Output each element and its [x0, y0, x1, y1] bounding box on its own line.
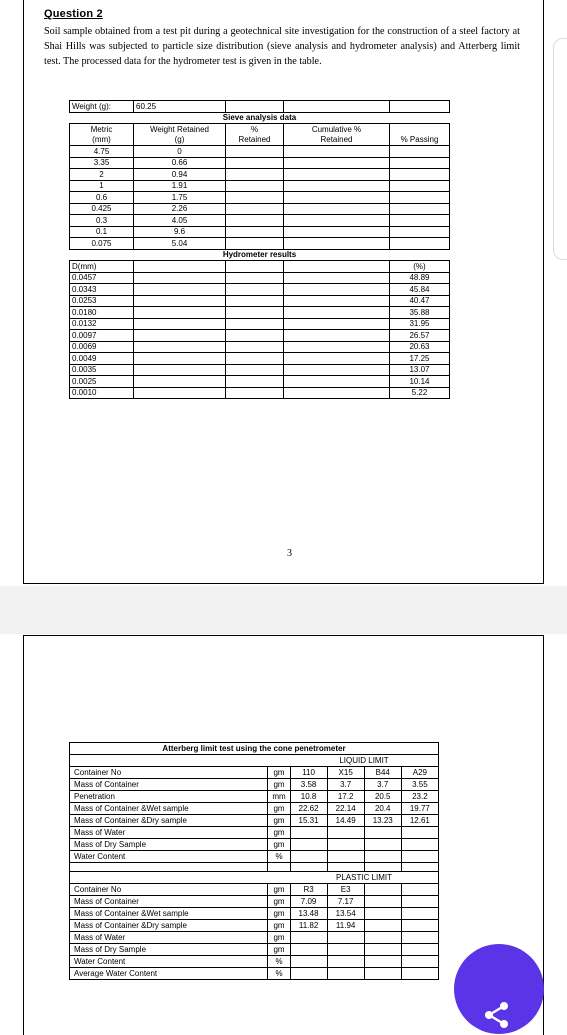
sieve-row: [70, 203, 450, 215]
plastic-row: [70, 920, 439, 932]
column-header: Weight Retained: [134, 124, 226, 135]
row-unit: gm: [268, 767, 290, 779]
value-cell: [364, 956, 401, 968]
table-cell: [226, 192, 284, 204]
table-cell: [390, 101, 450, 113]
row-unit: gm: [268, 827, 290, 839]
row-label: Mass of Water: [70, 932, 268, 944]
row-label: Mass of Dry Sample: [70, 839, 268, 851]
sieve-row: [70, 215, 450, 227]
row-label: Mass of Container &Dry sample: [70, 920, 268, 932]
value-cell: [364, 920, 401, 932]
row-label: Container No: [70, 767, 268, 779]
row-unit: %: [268, 851, 290, 863]
value-cell: [401, 944, 438, 956]
value-cell: 23.2: [401, 791, 438, 803]
table-cell: [134, 318, 226, 330]
table-cell: [268, 863, 290, 872]
value-cell: [401, 968, 438, 980]
table-cell: [226, 238, 284, 250]
sieve-size: 0.3: [70, 215, 134, 227]
hydrometer-row: [70, 284, 450, 296]
table-cell: [390, 124, 450, 135]
value-cell: [401, 932, 438, 944]
value-cell: [290, 827, 327, 839]
value-cell: [364, 884, 401, 896]
liquid-limit-heading: LIQUID LIMIT: [290, 755, 438, 767]
hydrometer-header-row: [70, 261, 450, 273]
sieve-size: 0.1: [70, 226, 134, 238]
value-cell: 7.17: [327, 896, 364, 908]
hydrometer-row: [70, 272, 450, 284]
column-header: Cumulative %: [284, 124, 390, 135]
value-cell: 3.55: [401, 779, 438, 791]
page-number: 3: [287, 548, 292, 559]
value-cell: [364, 908, 401, 920]
table-cell: [284, 307, 390, 319]
value-cell: [401, 839, 438, 851]
hydrometer-row: [70, 341, 450, 353]
value-cell: R3: [290, 884, 327, 896]
row-unit: gm: [268, 944, 290, 956]
hydrometer-row: [70, 376, 450, 388]
spacer-row: [70, 863, 439, 872]
row-label: Mass of Container &Wet sample: [70, 908, 268, 920]
hydrometer-section-title: Hydrometer results: [70, 249, 450, 261]
value-cell: 14.49: [327, 815, 364, 827]
value-cell: 22.62: [290, 803, 327, 815]
table-cell: [284, 192, 390, 204]
table-cell: [134, 295, 226, 307]
table-cell: [134, 330, 226, 342]
sieve-row: [70, 180, 450, 192]
weight-retained: 4.05: [134, 215, 226, 227]
percent-finer: 5.22: [390, 387, 450, 399]
liquid-row: [70, 815, 439, 827]
sieve-row: [70, 192, 450, 204]
value-cell: 3.7: [327, 779, 364, 791]
sieve-size: 1: [70, 180, 134, 192]
percent-finer: 35.88: [390, 307, 450, 319]
percent-finer: 40.47: [390, 295, 450, 307]
value-cell: [364, 839, 401, 851]
value-cell: [364, 896, 401, 908]
row-label: Mass of Container &Dry sample: [70, 815, 268, 827]
table-cell: [284, 180, 390, 192]
table-cell: [290, 863, 327, 872]
plastic-row: [70, 884, 439, 896]
table-cell: [390, 226, 450, 238]
atterberg-title-row: [70, 743, 439, 755]
particle-diameter: 0.0069: [70, 341, 134, 353]
row-unit: gm: [268, 815, 290, 827]
value-cell: [327, 968, 364, 980]
value-cell: 15.31: [290, 815, 327, 827]
weight-retained: 0: [134, 146, 226, 158]
row-unit: gm: [268, 908, 290, 920]
value-cell: [401, 956, 438, 968]
row-label: Average Water Content: [70, 968, 268, 980]
question-text: Soil sample obtained from a test pit during a geotechnical site investigation for the construction of a steel factory at Shai Hills was subjected to particle size distribution (sieve analysis and hydrometer analysis) and Atterberg limit test. The processed data for the hydrometer test is given in the table.: [44, 26, 520, 67]
row-label: Container No: [70, 884, 268, 896]
value-cell: 7.09: [290, 896, 327, 908]
table-cell: [226, 169, 284, 181]
weight-retained: 0.94: [134, 169, 226, 181]
value-cell: [290, 968, 327, 980]
table-cell: [284, 215, 390, 227]
value-cell: [401, 884, 438, 896]
hydrometer-row: [70, 387, 450, 399]
liquid-row: [70, 839, 439, 851]
row-label: Mass of Container: [70, 896, 268, 908]
table-cell: [70, 755, 268, 767]
column-header: (%): [390, 261, 450, 273]
value-cell: [290, 851, 327, 863]
share-icon: [482, 1000, 512, 1030]
table-cell: [390, 169, 450, 181]
column-header: Retained: [226, 135, 284, 146]
liquid-row: [70, 779, 439, 791]
table-cell: [364, 863, 401, 872]
table-cell: [226, 364, 284, 376]
particle-diameter: 0.0097: [70, 330, 134, 342]
table-cell: [390, 215, 450, 227]
row-label: Water Content: [70, 851, 268, 863]
particle-diameter: 0.0025: [70, 376, 134, 388]
row-label: Water Content: [70, 956, 268, 968]
percent-finer: 45.84: [390, 284, 450, 296]
table-cell: [390, 192, 450, 204]
liquid-row: [70, 767, 439, 779]
row-unit: gm: [268, 920, 290, 932]
table-cell: [134, 307, 226, 319]
sieve-size: 2: [70, 169, 134, 181]
weight-row: [70, 101, 450, 113]
hydrometer-row: [70, 295, 450, 307]
table-cell: [226, 261, 284, 273]
value-cell: 12.61: [401, 815, 438, 827]
row-label: Penetration: [70, 791, 268, 803]
row-label: Mass of Container &Wet sample: [70, 803, 268, 815]
table-cell: [226, 318, 284, 330]
table-cell: [134, 364, 226, 376]
particle-diameter: 0.0132: [70, 318, 134, 330]
table-cell: [226, 307, 284, 319]
table-cell: [284, 146, 390, 158]
weight-label: Weight (g):: [70, 101, 134, 113]
table-cell: [284, 101, 390, 113]
value-cell: 13.54: [327, 908, 364, 920]
plastic-row: [70, 956, 439, 968]
table-cell: [226, 341, 284, 353]
row-label: Mass of Water: [70, 827, 268, 839]
atterberg-title: Atterberg limit test using the cone penetrometer: [70, 743, 439, 755]
plastic-row: [70, 944, 439, 956]
value-cell: 17.2: [327, 791, 364, 803]
particle-diameter: 0.0343: [70, 284, 134, 296]
particle-diameter: 0.0457: [70, 272, 134, 284]
table-cell: [226, 387, 284, 399]
particle-diameter: 0.0049: [70, 353, 134, 365]
table-cell: [284, 364, 390, 376]
value-cell: [364, 968, 401, 980]
value-cell: 110: [290, 767, 327, 779]
table-cell: [226, 146, 284, 158]
value-cell: [327, 932, 364, 944]
table-cell: [226, 330, 284, 342]
liquid-row: [70, 791, 439, 803]
page-gap: [0, 586, 567, 634]
particle-diameter: 0.0010: [70, 387, 134, 399]
side-panel-edge[interactable]: [553, 38, 567, 260]
column-header: % Passing: [390, 135, 450, 146]
value-cell: [364, 851, 401, 863]
weight-retained: 2.26: [134, 203, 226, 215]
table-cell: [226, 295, 284, 307]
table-cell: [226, 101, 284, 113]
value-cell: B44: [364, 767, 401, 779]
value-cell: [364, 944, 401, 956]
value-cell: [364, 932, 401, 944]
row-label: Mass of Container: [70, 779, 268, 791]
liquid-row: [70, 803, 439, 815]
particle-diameter: 0.0180: [70, 307, 134, 319]
table-cell: [284, 330, 390, 342]
value-cell: [364, 827, 401, 839]
column-header: (mm): [70, 135, 134, 146]
table-cell: [327, 863, 364, 872]
sieve-size: 0.425: [70, 203, 134, 215]
value-cell: [290, 932, 327, 944]
hydrometer-row: [70, 364, 450, 376]
percent-finer: 10.14: [390, 376, 450, 388]
plastic-row: [70, 896, 439, 908]
table-cell: [284, 284, 390, 296]
row-label: Mass of Dry Sample: [70, 944, 268, 956]
value-cell: 19.77: [401, 803, 438, 815]
hydrometer-row: [70, 307, 450, 319]
value-cell: X15: [327, 767, 364, 779]
weight-retained: 0.66: [134, 157, 226, 169]
table-cell: [268, 872, 290, 884]
row-unit: gm: [268, 884, 290, 896]
row-unit: gm: [268, 932, 290, 944]
value-cell: 20.5: [364, 791, 401, 803]
table-cell: [401, 863, 438, 872]
sieve-section-title: Sieve analysis data: [222, 113, 297, 123]
table-cell: [70, 863, 268, 872]
percent-finer: 13.07: [390, 364, 450, 376]
sieve-size: 0.6: [70, 192, 134, 204]
value-cell: 3.58: [290, 779, 327, 791]
plastic-row: [70, 932, 439, 944]
value-cell: 20.4: [364, 803, 401, 815]
row-unit: mm: [268, 791, 290, 803]
column-header: Metric: [70, 124, 134, 135]
sieve-row: [70, 226, 450, 238]
table-cell: [134, 261, 226, 273]
table-cell: [284, 238, 390, 250]
column-header: Retained: [284, 135, 390, 146]
row-unit: %: [268, 956, 290, 968]
table-cell: [284, 341, 390, 353]
table-cell: [284, 226, 390, 238]
table-cell: [284, 169, 390, 181]
row-unit: gm: [268, 779, 290, 791]
column-header: (g): [134, 135, 226, 146]
sieve-header-row-2: [70, 135, 450, 146]
sieve-row: [70, 146, 450, 158]
sieve-row: [70, 238, 450, 250]
table-cell: [70, 872, 268, 884]
table-cell: [226, 215, 284, 227]
value-cell: [401, 851, 438, 863]
share-button[interactable]: [454, 944, 544, 1034]
percent-finer: 17.25: [390, 353, 450, 365]
hydrometer-row: [70, 330, 450, 342]
table-cell: [226, 272, 284, 284]
table-cell: [390, 146, 450, 158]
table-cell: [134, 387, 226, 399]
column-header: D(mm): [70, 261, 134, 273]
value-cell: A29: [401, 767, 438, 779]
table-cell: [284, 261, 390, 273]
value-cell: [290, 944, 327, 956]
table-cell: [284, 387, 390, 399]
percent-finer: 48.89: [390, 272, 450, 284]
value-cell: [401, 920, 438, 932]
value-cell: 13.48: [290, 908, 327, 920]
liquid-row: [70, 851, 439, 863]
table-cell: [226, 180, 284, 192]
atterberg-table: [69, 742, 439, 980]
particle-diameter: 0.0035: [70, 364, 134, 376]
plastic-limit-heading: PLASTIC LIMIT: [290, 872, 438, 884]
table-cell: [226, 157, 284, 169]
table-cell: [226, 353, 284, 365]
sieve-row: [70, 157, 450, 169]
table-cell: [390, 180, 450, 192]
liquid-heading-row: [70, 755, 439, 767]
table-cell: [226, 226, 284, 238]
value-cell: 13.23: [364, 815, 401, 827]
weight-retained: 1.91: [134, 180, 226, 192]
sieve-size: 4.75: [70, 146, 134, 158]
table-cell: [284, 272, 390, 284]
weight-value: 60.25: [134, 101, 226, 113]
table-cell: [284, 295, 390, 307]
question-title: Question 2: [44, 8, 103, 20]
value-cell: [401, 896, 438, 908]
sieve-size: 3.35: [70, 157, 134, 169]
weight-retained: 9.6: [134, 226, 226, 238]
table-cell: [284, 157, 390, 169]
value-cell: [290, 956, 327, 968]
value-cell: E3: [327, 884, 364, 896]
liquid-row: [70, 827, 439, 839]
row-unit: gm: [268, 803, 290, 815]
table-cell: [284, 353, 390, 365]
value-cell: [327, 839, 364, 851]
hydrometer-row: [70, 353, 450, 365]
value-cell: 3.7: [364, 779, 401, 791]
value-cell: [327, 956, 364, 968]
weight-retained: 5.04: [134, 238, 226, 250]
value-cell: [290, 839, 327, 851]
sieve-size: 0.075: [70, 238, 134, 250]
value-cell: [327, 851, 364, 863]
row-unit: gm: [268, 839, 290, 851]
column-header: %: [226, 124, 284, 135]
plastic-row: [70, 908, 439, 920]
hydrometer-row: [70, 318, 450, 330]
value-cell: 22.14: [327, 803, 364, 815]
hydrometer-section-title-row: [70, 249, 450, 261]
table-cell: [390, 238, 450, 250]
value-cell: 10.8: [290, 791, 327, 803]
plastic-row: [70, 968, 439, 980]
table-cell: [134, 341, 226, 353]
row-unit: %: [268, 968, 290, 980]
table-cell: [268, 755, 290, 767]
percent-finer: 26.57: [390, 330, 450, 342]
sieve-row: [70, 169, 450, 181]
table-cell: [134, 353, 226, 365]
particle-diameter: 0.0253: [70, 295, 134, 307]
sieve-header-row-1: [70, 124, 450, 135]
table-cell: [226, 376, 284, 388]
table-cell: [134, 376, 226, 388]
value-cell: 11.82: [290, 920, 327, 932]
table-cell: [134, 272, 226, 284]
table-cell: [134, 284, 226, 296]
table-cell: [390, 203, 450, 215]
table-cell: [284, 318, 390, 330]
value-cell: [401, 908, 438, 920]
table-cell: [226, 284, 284, 296]
value-cell: [401, 827, 438, 839]
percent-finer: 31.95: [390, 318, 450, 330]
value-cell: [327, 827, 364, 839]
value-cell: 11.94: [327, 920, 364, 932]
weight-retained: 1.75: [134, 192, 226, 204]
sieve-section-title-row: [70, 112, 450, 124]
table-cell: [226, 203, 284, 215]
percent-finer: 20.63: [390, 341, 450, 353]
plastic-heading-row: [70, 872, 439, 884]
sieve-hydrometer-table: [69, 100, 450, 399]
table-cell: [284, 376, 390, 388]
value-cell: [327, 944, 364, 956]
table-cell: [390, 157, 450, 169]
row-unit: gm: [268, 896, 290, 908]
table-cell: [284, 203, 390, 215]
